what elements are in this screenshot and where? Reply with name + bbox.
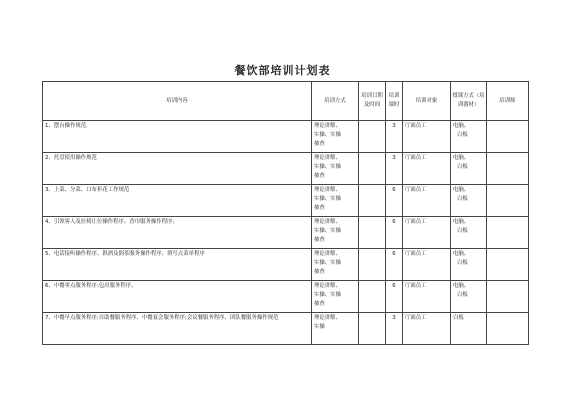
- method-line: 理论讲解、: [314, 155, 341, 161]
- cell-hours: 6: [386, 281, 403, 313]
- cell-hours: 3: [386, 313, 403, 345]
- header-trainer: 培训师: [487, 82, 529, 121]
- header-target: 培训对象: [403, 82, 451, 121]
- table-row: [43, 121, 529, 153]
- method-line: 理论讲解、: [314, 187, 341, 193]
- tools-line: 白板: [457, 163, 468, 170]
- method-line: 理论讲解、: [314, 123, 341, 129]
- cell-content: 6、中餐零点服务程序;包房服务程序、: [43, 281, 312, 313]
- cell-content: 2、托盘使用操作规范: [43, 153, 312, 185]
- header-hours: 培训课时: [386, 82, 403, 121]
- method-line: 实操、实操: [314, 227, 341, 234]
- table-row: [43, 153, 529, 185]
- cell-tools: [451, 281, 487, 313]
- cell-date: [359, 217, 386, 249]
- cell-date: [359, 121, 386, 153]
- cell-method: [312, 121, 359, 153]
- cell-date: [359, 249, 386, 281]
- tools-line: 白板: [457, 259, 468, 266]
- method-line: 抽查: [314, 140, 325, 147]
- table-body: [43, 121, 529, 345]
- method-line: 实操: [314, 323, 325, 330]
- cell-date: [359, 153, 386, 185]
- header-date: 培训日期及时间: [359, 82, 386, 121]
- cell-tools: [451, 121, 487, 153]
- cell-target: 厅面员工: [403, 313, 451, 345]
- cell-target: 厅面员工: [403, 153, 451, 185]
- cell-method: [312, 249, 359, 281]
- training-plan-table: [42, 81, 529, 345]
- cell-method: [312, 313, 359, 345]
- cell-hours: 6: [386, 249, 403, 281]
- cell-trainer: [487, 217, 529, 249]
- method-line: 抽查: [314, 204, 325, 211]
- table-header-row: [43, 82, 529, 121]
- cell-method: [312, 281, 359, 313]
- cell-hours: 6: [386, 185, 403, 217]
- document-title: 餐饮部培训计划表: [234, 64, 331, 77]
- cell-tools: [451, 185, 487, 217]
- cell-hours: 6: [386, 217, 403, 249]
- tools-line: 电脑、: [453, 155, 470, 161]
- cell-content: 1、摆台操作规范.: [43, 121, 312, 153]
- cell-trainer: [487, 185, 529, 217]
- cell-target: 厅面员工: [403, 217, 451, 249]
- method-line: 理论讲解、: [314, 283, 341, 289]
- method-line: 实操、实操: [314, 195, 341, 202]
- cell-trainer: [487, 313, 529, 345]
- table-row: [43, 217, 529, 249]
- cell-tools: [451, 313, 487, 345]
- tools-line: 电脑、: [453, 123, 470, 129]
- cell-date: [359, 281, 386, 313]
- method-line: 实操、实操: [314, 291, 341, 298]
- cell-tools: [451, 153, 487, 185]
- tools-line: 白板: [457, 227, 468, 234]
- cell-method: [312, 185, 359, 217]
- cell-content: 7、中餐早点服务程序;自助餐服务程序、中餐宴会服务程序;会议餐服务程序、团队餐服务操作规范: [43, 313, 312, 345]
- cell-trainer: [487, 281, 529, 313]
- cell-date: [359, 313, 386, 345]
- cell-content: 4、引领客人及拉椅让位操作程序、香巾服务操作程序;: [43, 217, 312, 249]
- tools-line: 白板: [457, 131, 468, 138]
- tools-line: 电脑、: [453, 283, 470, 289]
- table-row: [43, 313, 529, 345]
- cell-method: [312, 153, 359, 185]
- header-content: 培训内容: [43, 82, 312, 121]
- cell-hours: 3: [386, 153, 403, 185]
- tools-line: 电脑、: [453, 219, 470, 225]
- cell-hours: 3: [386, 121, 403, 153]
- method-line: 实操、实操: [314, 259, 341, 266]
- cell-content: 3、上菜、分菜、口布折花工作规范: [43, 185, 312, 217]
- cell-target: 厅面员工: [403, 121, 451, 153]
- cell-trainer: [487, 153, 529, 185]
- cell-target: 厅面员工: [403, 185, 451, 217]
- cell-target: 厅面员工: [403, 249, 451, 281]
- tools-line: 电脑、: [453, 187, 470, 193]
- header-method: 培训方式: [312, 82, 359, 121]
- table-row: [43, 249, 529, 281]
- tools-line: 电脑、: [453, 251, 470, 257]
- method-line: 理论讲解、: [314, 315, 341, 321]
- tools-line: 白板: [453, 315, 464, 321]
- cell-trainer: [487, 249, 529, 281]
- cell-target: 厅面员工: [403, 281, 451, 313]
- header-tools: 授课方式（培训器材）: [451, 82, 487, 121]
- method-line: 理论讲解、: [314, 251, 341, 257]
- method-line: 实操、实操: [314, 131, 341, 138]
- table-row: [43, 185, 529, 217]
- tools-line: 白板: [457, 195, 468, 202]
- method-line: 抽查: [314, 268, 325, 275]
- cell-trainer: [487, 121, 529, 153]
- cell-method: [312, 217, 359, 249]
- cell-content: 5、电话接听操作程序、斟酒及倒茶服务操作程序、填写点菜单程序: [43, 249, 312, 281]
- method-line: 抽查: [314, 300, 325, 307]
- method-line: 抽查: [314, 172, 325, 179]
- cell-date: [359, 185, 386, 217]
- method-line: 抽查: [314, 236, 325, 243]
- table-row: [43, 281, 529, 313]
- method-line: 理论讲解、: [314, 219, 341, 225]
- cell-tools: [451, 217, 487, 249]
- cell-tools: [451, 249, 487, 281]
- method-line: 实操、实操: [314, 163, 341, 170]
- tools-line: 白板: [457, 291, 468, 298]
